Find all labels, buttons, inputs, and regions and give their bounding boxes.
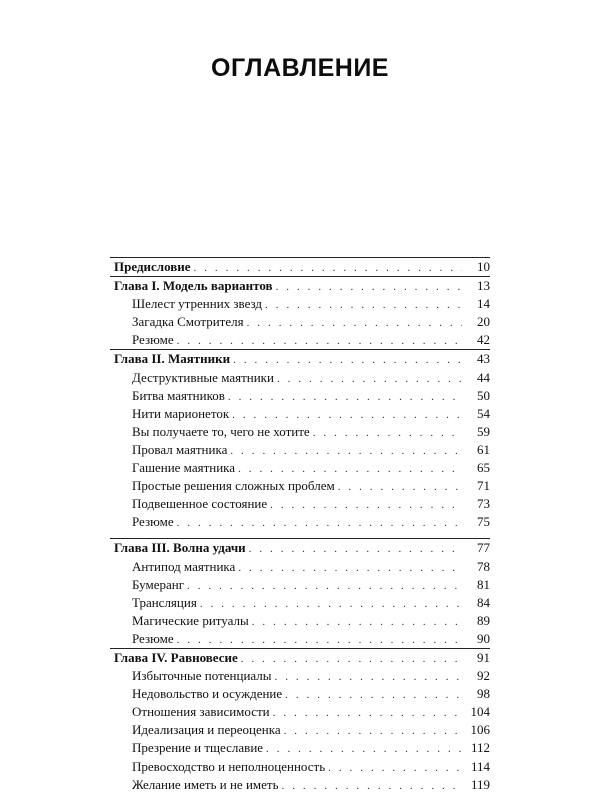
dot-leader [241,650,462,668]
toc-item [110,558,490,576]
toc-item [110,758,490,776]
dot-leader [273,704,462,722]
chapter-title: Глава II. Маятники [114,351,231,367]
dot-leader [232,406,462,424]
toc-page-number: 43 [477,351,490,367]
toc-item-title: Желание иметь и не иметь [132,776,279,792]
toc-page-number: 81 [477,576,490,592]
toc-item-title: Резюме [132,630,174,646]
toc-page-number: 84 [477,594,490,610]
toc-page-number: 78 [477,558,490,574]
toc-page-number: 98 [477,686,490,702]
toc-item-title: Презрение и тщеславие [132,740,264,756]
toc-page-number: 112 [470,740,490,756]
toc-item-title: Провал маятника [132,441,228,457]
toc-item-title: Бумеранг [132,576,185,592]
toc-item-title: Магические ритуалы [132,612,249,628]
toc-item [110,513,490,531]
toc-item-title: Вы получаете то, чего не хотите [132,423,310,439]
dot-leader [265,296,462,314]
toc-item-title: Избыточные потенциалы [132,668,272,684]
toc-item-title: Подвешенное состояние [132,496,268,512]
dot-leader [328,759,462,777]
toc-page-number: 14 [477,296,490,312]
dot-leader [252,613,462,631]
dot-leader [270,496,462,514]
toc-item [110,612,490,630]
dot-leader [276,278,462,296]
toc-page-number: 71 [477,478,490,494]
toc-page-number: 50 [477,387,490,403]
toc-item [110,703,490,721]
toc-item-title: Битва маятников [132,387,225,403]
toc-item [110,295,490,313]
toc-item [110,739,490,757]
dot-leader [285,686,462,704]
spacer [110,531,490,538]
toc-item [110,576,490,594]
dot-leader [275,668,462,686]
toc-item-title: Шелест утренних звезд [132,296,263,312]
toc-page-number: 65 [477,460,490,476]
toc-item [110,721,490,739]
toc-chapter-4 [110,649,490,667]
dot-leader [247,314,462,332]
dot-leader [249,540,462,558]
toc-item-title: Гашение маятника [132,460,236,476]
toc-item [110,685,490,703]
toc-item [110,331,490,349]
toc-page-number: 10 [477,259,490,274]
toc-item-title: Превосходство и неполноценность [132,758,326,774]
toc-page-number: 42 [477,332,490,348]
toc-item-title: Идеализация и переоценка [132,722,281,738]
toc-item [110,477,490,495]
toc-page-number: 54 [477,405,490,421]
toc-page-number: 77 [477,540,490,556]
table-of-contents [110,257,490,794]
toc-page-number: 91 [477,649,490,665]
toc-chapter-1 [110,277,490,295]
toc-item [110,776,490,794]
toc-page-number: 119 [470,776,490,792]
dot-leader [238,559,462,577]
toc-entry-title: Предисловие [114,259,191,274]
toc-page-number: 44 [477,369,490,385]
dot-leader [177,514,462,532]
toc-item [110,405,490,423]
toc-item-title: Антипод маятника [132,558,236,574]
toc-page-number: 92 [477,668,490,684]
toc-item-title: Простые решения сложных проблем [132,478,335,494]
toc-item [110,495,490,513]
toc-page-number: 104 [470,704,490,720]
toc-item-title: Резюме [132,332,174,348]
toc-item [110,459,490,477]
dot-leader [187,577,462,595]
toc-chapter-3 [110,539,490,557]
dot-leader [238,460,462,478]
chapter-title: Глава I. Модель вариантов [114,278,273,294]
dot-leader [194,259,462,277]
toc-page-number: 59 [477,423,490,439]
toc-page-number: 13 [477,278,490,294]
dot-leader [177,332,462,350]
toc-item-title: Деструктивные маятники [132,369,274,385]
toc-item-title: Резюме [132,514,174,530]
toc-item [110,441,490,459]
toc-item-title: Трансляция [132,594,197,610]
dot-leader [313,424,462,442]
dot-leader [200,595,462,613]
toc-page-number: 114 [470,758,490,774]
toc-item [110,369,490,387]
toc-item [110,387,490,405]
toc-page-number: 75 [477,514,490,530]
toc-item-title: Загадка Смотрителя [132,314,244,330]
toc-item [110,630,490,648]
toc-chapter-2 [110,350,490,368]
dot-leader [266,740,462,758]
dot-leader [277,370,462,388]
dot-leader [230,442,462,460]
dot-leader [282,777,462,795]
page-title: ОГЛАВЛЕНИЕ [211,54,389,82]
toc-item [110,423,490,441]
toc-page-number: 61 [477,441,490,457]
toc-page-number: 106 [470,722,490,738]
toc-item-title: Нити марионеток [132,405,230,421]
toc-item [110,313,490,331]
toc-item [110,594,490,612]
toc-page-number: 90 [477,630,490,646]
toc-item-title: Недовольство и осуждение [132,686,283,702]
toc-item-title: Отношения зависимости [132,704,270,720]
toc-entry-preface [110,258,490,276]
toc-page-number: 73 [477,496,490,512]
dot-leader [284,722,462,740]
dot-leader [338,478,462,496]
dot-leader [177,631,462,649]
toc-item [110,667,490,685]
chapter-title: Глава IV. Равновесие [114,649,238,665]
toc-page-number: 89 [477,612,490,628]
dot-leader [228,388,462,406]
toc-page-number: 20 [477,314,490,330]
dot-leader [233,351,462,369]
chapter-title: Глава III. Волна удачи [114,540,246,556]
